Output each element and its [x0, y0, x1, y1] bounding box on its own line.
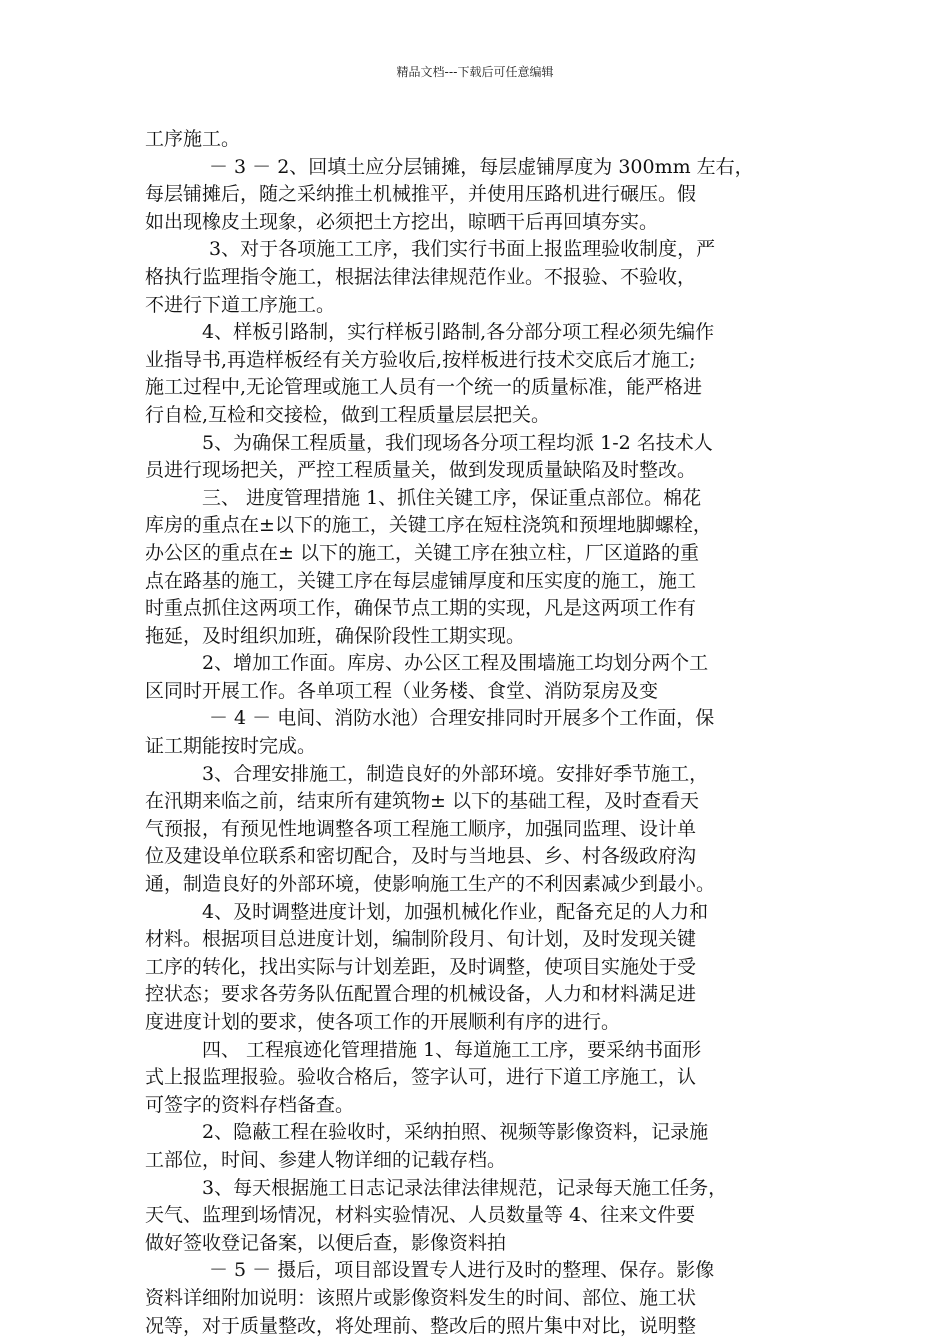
page-number-line: － 5 － 摄后，项目部设置专人进行及时的整理、保存。影像: [209, 1259, 715, 1282]
text-line: 2、增加工作面。库房、办公区工程及围墙施工均划分两个工: [202, 652, 709, 675]
text-line: 工序的转化，找出实际与计划差距，及时调整，使项目实施处于受: [145, 955, 697, 978]
text-line: 5、为确保工程质量，我们现场各分项工程均派 1-2 名技术人: [202, 431, 713, 454]
text-line: 在汛期来临之前，结束所有建筑物± 以下的基础工程，及时查看天: [145, 790, 699, 813]
text-line: 区同时开展工作。各单项工程（业务楼、食堂、消防泵房及变: [145, 679, 659, 702]
document-body: [145, 126, 815, 1340]
text-line: 天气、监理到场情况，材料实验情况、人员数量等 4、往来文件要: [145, 1204, 696, 1227]
page-number-line: － 3 － 2、回填土应分层铺摊，每层虚铺厚度为 300mm 左右，: [209, 155, 754, 178]
text-line: 如出现橡皮土现象，必须把土方挖出，晾晒干后再回填夯实。: [145, 210, 659, 233]
text-line: 材料。根据项目总进度计划，编制阶段月、旬计划，及时发现关键: [145, 928, 697, 951]
text-line: 工序施工。: [145, 128, 241, 150]
text-line: 可签字的资料存档备查。: [145, 1093, 355, 1116]
text-line: 格执行监理指令施工，根据法律法律规范作业。不报验、不验收，: [145, 265, 697, 288]
text-line: 式上报监理报验。验收合格后，签字认可，进行下道工序施工，认: [145, 1066, 697, 1089]
page-header: 精品文档---下载后可任意编辑: [396, 65, 554, 79]
text-line: 度进度计划的要求，使各项工作的开展顺利有序的进行。: [145, 1011, 621, 1033]
text-line: 3、合理安排施工，制造良好的外部环境。安排好季节施工，: [202, 762, 709, 785]
text-line: 时重点抓住这两项工作，确保节点工期的实现，凡是这两项工作有: [145, 597, 697, 620]
text-line: 每层铺摊后，随之采纳推土机械推平，并使用压路机进行碾压。假: [145, 183, 697, 206]
text-line: 通，制造良好的外部环境，使影响施工生产的不利因素减少到最小。: [145, 873, 716, 896]
text-line: 三、 进度管理措施 1、抓住关键工序，保证重点部位。棉花: [202, 486, 702, 509]
page-number-line: － 4 － 电间、消防水池）合理安排同时开展多个工作面，保: [209, 707, 715, 730]
text-line: 库房的重点在±以下的施工，关键工序在短柱浇筑和预埋地脚螺栓，: [145, 514, 712, 537]
text-line: 2、隐蔽工程在验收时，采纳拍照、视频等影像资料，记录施: [202, 1121, 709, 1144]
text-line: 控状态；要求各劳务队伍配置合理的机械设备，人力和材料满足进: [145, 983, 697, 1006]
text-line: 做好签收登记备案，以便后查，影像资料拍: [145, 1231, 507, 1254]
text-line: 4、及时调整进度计划，加强机械化作业，配备充足的人力和: [202, 900, 709, 923]
text-line: 四、 工程痕迹化管理措施 1、每道施工工序，要采纳书面形: [202, 1038, 702, 1061]
text-line: 资料详细附加说明：该照片或影像资料发生的时间、部位、施工状: [145, 1286, 697, 1309]
text-line: 气预报，有预见性地调整各项工程施工顺序，加强同监理、设计单: [145, 817, 697, 840]
text-line: 点在路基的施工，关键工序在每层虚铺厚度和压实度的施工，施工: [145, 569, 697, 592]
text-line: 办公区的重点在± 以下的施工，关键工序在独立柱，厂区道路的重: [145, 541, 699, 564]
text-line: 证工期能按时完成。: [145, 735, 317, 758]
text-line: 施工过程中,无论管理或施工人员有一个统一的质量标准，能严格进: [145, 376, 703, 399]
text-line: 4、样板引路制，实行样板引路制,各分部分项工程必须先编作: [202, 321, 715, 344]
text-line: 况等，对于质量整改，将处理前、整改后的照片集中对比，说明整: [145, 1314, 697, 1337]
text-line: 拖延，及时组织加班，确保阶段性工期实现。: [145, 624, 526, 647]
text-line: 行自检,互检和交接检，做到工程质量层层把关。: [145, 403, 551, 426]
text-line: 不进行下道工序施工。: [145, 293, 336, 316]
text-line: 3、每天根据施工日志记录法律法律规范，记录每天施工任务，: [202, 1176, 728, 1199]
text-line: 工部位，时间、参建人物详细的记载存档。: [145, 1148, 507, 1171]
text-line: 业指导书,再造样板经有关方验收后,按样板进行技术交底后才施工;: [145, 348, 696, 371]
text-line: 3、对于各项施工工序，我们实行书面上报监理验收制度，严: [209, 238, 716, 261]
text-line: 位及建设单位联系和密切配合，及时与当地县、乡、村各级政府沟: [145, 845, 697, 868]
text-line: 员进行现场把关，严控工程质量关，做到发现质量缺陷及时整改。: [145, 459, 697, 482]
